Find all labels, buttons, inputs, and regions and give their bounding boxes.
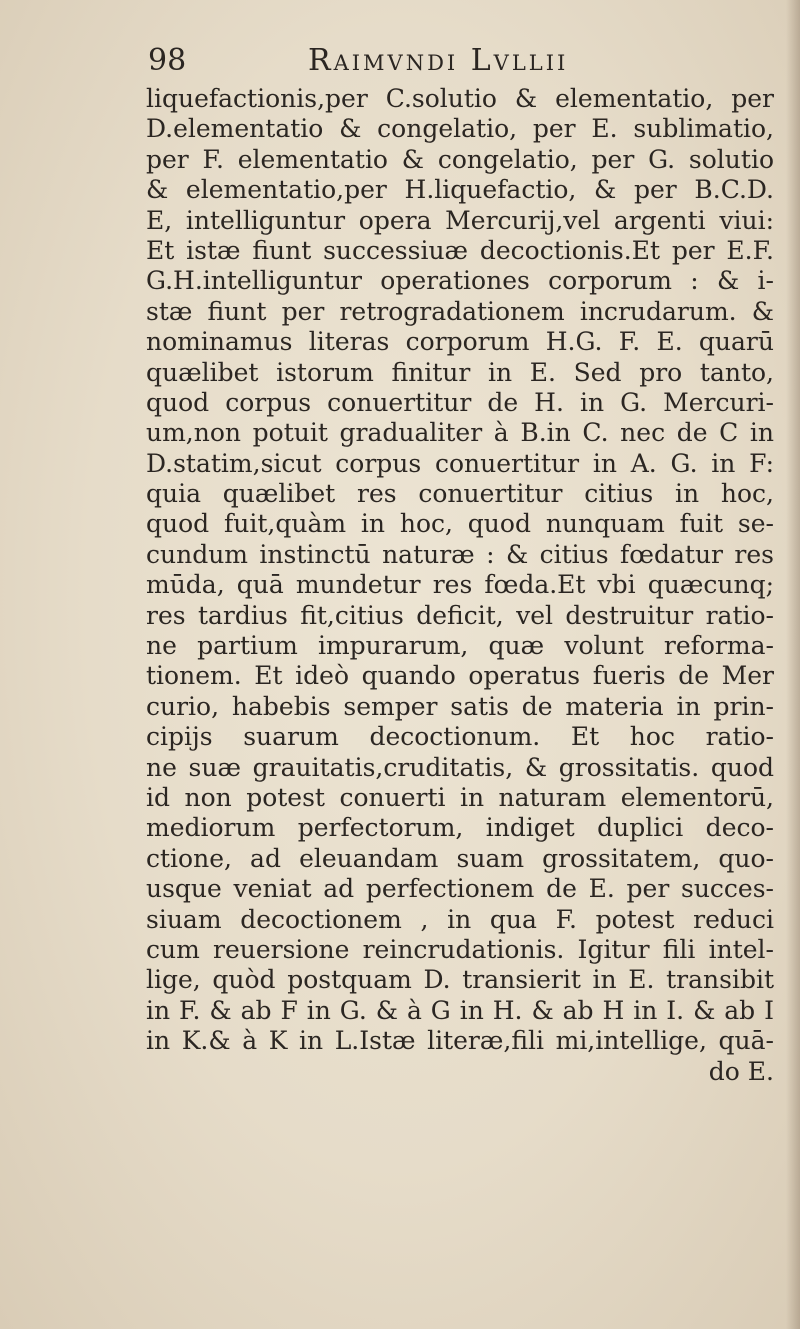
page-edge-shadow [786,0,800,1329]
text-line: mediorum perfectorum, indiget duplici deco- [146,813,774,843]
running-title: Raimvndi Lvllii [308,43,569,78]
text-line: quia quælibet res conuertitur citius in hoc, [146,479,774,509]
text-line: ctione, ad eleuandam suam grossitatem, quo- [146,843,774,873]
text-line: lige, quòd postquam D. transierit in E. transibit [146,965,774,995]
text-line: do E. [708,1056,774,1086]
text-line: ne suæ grauitatis,cruditatis, & grossitatis. quod [146,752,774,782]
text-line: E, intelliguntur opera Mercurij,vel argenti viui: [146,205,774,235]
text-line: mūda, quā mundetur res fœda.Et vbi quæcunq; [146,570,774,600]
text-line: D.elementatio & congelatio, per E. sublimatio, [146,114,774,144]
text-line: nominamus literas corporum H.G. F. E. quarū [146,327,774,357]
text-line: in K.& à K in L.Istæ literæ,fili mi,intellige, quā- [146,1026,774,1056]
text-line: id non potest conuerti in naturam elementorū, [146,782,774,812]
text-line: curio, habebis semper satis de materia in prin- [146,691,774,721]
text-line: G.H.intelliguntur operationes corporum : & i- [146,266,774,296]
text-line: liquefactionis,per C.solutio & elementatio, per [146,84,774,113]
body-text [146,84,774,1087]
text-line: cum reuersione reincrudationis. Igitur fili intel- [146,934,774,964]
text-line: tionem. Et ideò quando operatus fueris de Mer [146,661,774,691]
text-line: Et istæ fiunt successiuæ decoctionis.Et per E.F. [146,235,774,265]
text-line: cipijs suarum decoctionum. Et hoc ratio- [146,722,774,752]
text-line: D.statim,sicut corpus conuertitur in A. G. in F: [146,448,774,478]
text-line: in F. & ab F in G. & à G in H. & ab H in I. & ab I [146,995,774,1025]
text-line: cundum instinctū naturæ : & citius fœdatur res [146,539,774,569]
text-line: um,non potuit gradualiter à B.in C. nec de C in [146,418,774,448]
text-line: quod corpus conuertitur de H. in G. Mercuri- [146,387,774,417]
text-line: quælibet istorum finitur in E. Sed pro tanto, [146,357,774,387]
text-line: per F. elementatio & congelatio, per G. solutio [146,144,774,174]
text-line: ne partium impurarum, quæ volunt reforma- [146,631,774,661]
text-line: & elementatio,per H.liquefactio, & per B.C.D. [146,175,774,205]
page-header [148,38,668,84]
text-line: quod fuit,quàm in hoc, quod nunquam fuit se- [146,509,774,539]
text-line: usque veniat ad perfectionem de E. per succes- [146,874,774,904]
page-number: 98 [148,43,187,78]
text-line: siuam decoctionem , in qua F. potest reduci [146,904,774,934]
text-line: res tardius fit,citius deficit, vel destruitur ratio- [146,600,774,630]
text-line: stæ fiunt per retrogradationem incrudarum. & [146,296,774,326]
